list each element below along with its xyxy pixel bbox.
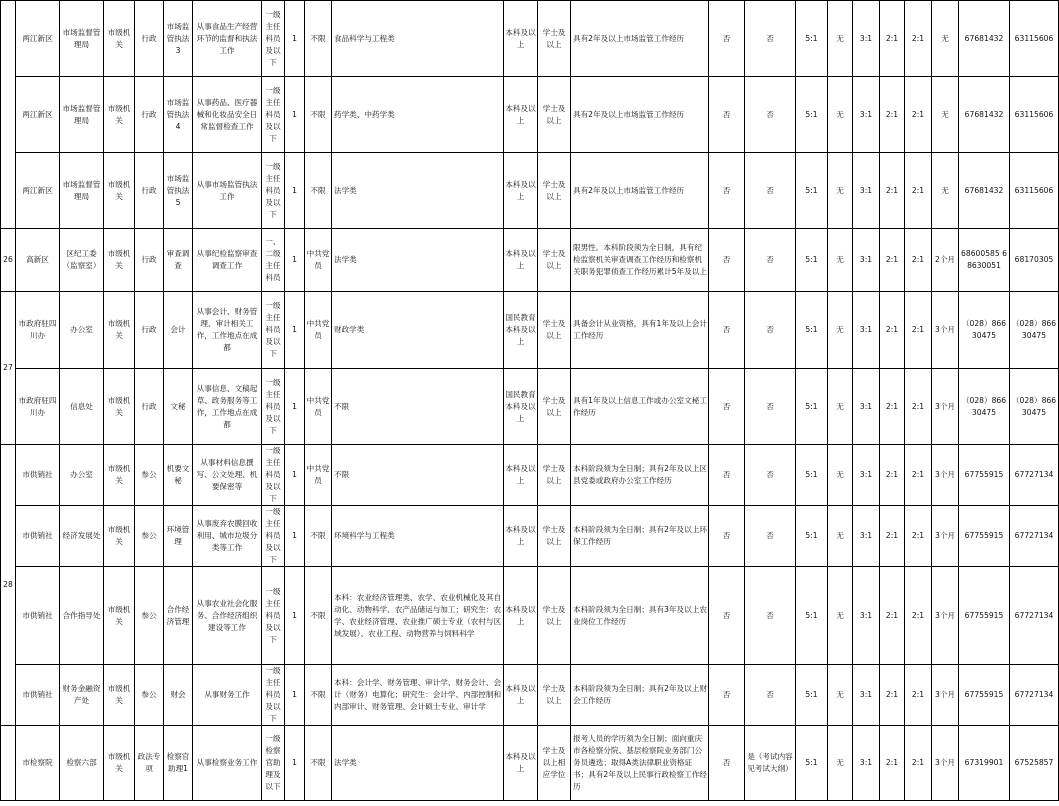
ratio-c-cell: 2:1 xyxy=(905,292,932,369)
period-cell: 3个月 xyxy=(932,506,959,567)
column-c-cell: 无 xyxy=(828,445,853,506)
position-cell: 合作经济管理 xyxy=(164,567,193,665)
ratio-a-cell: 3:1 xyxy=(853,445,880,506)
level-cell: 市级机关 xyxy=(104,369,135,445)
org-cell: 合作指导处 xyxy=(60,567,104,665)
table-row xyxy=(1,1,1059,77)
education-cell: 国民教育本科及以上 xyxy=(504,292,538,369)
column-a-cell: 否 xyxy=(709,153,745,229)
ratio-a-cell: 3:1 xyxy=(853,229,880,292)
ratio-c-cell: 2:1 xyxy=(905,369,932,445)
major-cell: 环境科学与工程类 xyxy=(332,506,504,567)
org-cell: 市场监督管理局 xyxy=(60,153,104,229)
degree-cell: 学士及以上 xyxy=(538,665,571,726)
major-cell: 食品科学与工程类 xyxy=(332,1,504,77)
requirements-cell: 报考人员的学历须为全日制；面向重庆市各检察分院、基层检察院业务部门公务员遴选；取得A类法律职业资格证书；具有2年及以上民事行政检察工作经历 xyxy=(571,726,709,801)
phone-a-cell: 67681432 xyxy=(959,153,1010,229)
count-cell: 1 xyxy=(285,1,305,77)
rank-cell: 一级检察官助理及以下 xyxy=(262,726,285,801)
rank-cell: 一级主任科员及以下 xyxy=(262,77,285,153)
column-c-cell: 无 xyxy=(828,369,853,445)
column-c-cell: 无 xyxy=(828,506,853,567)
org-cell: 信息处 xyxy=(60,369,104,445)
period-cell: 3个月 xyxy=(932,292,959,369)
org-cell: 市场监督管理局 xyxy=(60,1,104,77)
ratio-c-cell: 2:1 xyxy=(905,1,932,77)
ratio-b-cell: 2:1 xyxy=(880,445,905,506)
table-row xyxy=(1,77,1059,153)
table-row xyxy=(1,726,1059,801)
ratio-c-cell: 2:1 xyxy=(905,726,932,801)
rank-cell: 一、二级主任科员 xyxy=(262,229,285,292)
ratio-cell: 5:1 xyxy=(796,445,828,506)
phone-b-cell: 63115606 xyxy=(1010,77,1059,153)
education-cell: 本科及以上 xyxy=(504,77,538,153)
ratio-cell: 5:1 xyxy=(796,1,828,77)
politics-cell: 中共党员 xyxy=(305,369,332,445)
count-cell: 1 xyxy=(285,726,305,801)
rank-cell: 一级主任科员及以下 xyxy=(262,665,285,726)
group-number-cell: 27 xyxy=(1,292,16,445)
politics-cell: 中共党员 xyxy=(305,292,332,369)
column-a-cell: 否 xyxy=(709,445,745,506)
district-cell: 市供销社 xyxy=(16,665,60,726)
phone-a-cell: 67319901 xyxy=(959,726,1010,801)
table-row xyxy=(1,153,1059,229)
education-cell: 国民教育本科及以上 xyxy=(504,369,538,445)
politics-cell: 不限 xyxy=(305,567,332,665)
requirements-cell: 具有2年及以上市场监管工作经历 xyxy=(571,1,709,77)
ratio-cell: 5:1 xyxy=(796,506,828,567)
major-cell: 法学类 xyxy=(332,153,504,229)
table-row xyxy=(1,292,1059,369)
column-a-cell: 否 xyxy=(709,506,745,567)
org-cell: 检察六部 xyxy=(60,726,104,801)
education-cell: 本科及以上 xyxy=(504,506,538,567)
rank-cell: 一级主任科员及以下 xyxy=(262,1,285,77)
column-b-cell: 否 xyxy=(745,369,796,445)
duties-cell: 从事农业社会化服务、合作经济组织建设等工作 xyxy=(193,567,262,665)
politics-cell: 不限 xyxy=(305,665,332,726)
district-cell: 市供销社 xyxy=(16,506,60,567)
ratio-a-cell: 3:1 xyxy=(853,77,880,153)
table-body xyxy=(1,1,1059,801)
ratio-a-cell: 3:1 xyxy=(853,369,880,445)
position-cell: 文秘 xyxy=(164,369,193,445)
org-cell: 办公室 xyxy=(60,292,104,369)
requirements-cell: 本科阶段须为全日制；具有2年及以上区县党委或政府办公室工作经历 xyxy=(571,445,709,506)
education-cell: 本科及以上 xyxy=(504,445,538,506)
politics-cell: 不限 xyxy=(305,77,332,153)
ratio-b-cell: 2:1 xyxy=(880,77,905,153)
rank-cell: 一级主任科员及以下 xyxy=(262,445,285,506)
column-c-cell: 无 xyxy=(828,665,853,726)
duties-cell: 从事食品生产经营环节的监督和执法工作 xyxy=(193,1,262,77)
position-cell: 财会 xyxy=(164,665,193,726)
column-b-cell: 否 xyxy=(745,229,796,292)
phone-a-cell: （028）86630475 xyxy=(959,369,1010,445)
education-cell: 本科及以上 xyxy=(504,567,538,665)
requirements-cell: 具有2年及以上市场监管工作经历 xyxy=(571,77,709,153)
major-cell: 药学类、中药学类 xyxy=(332,77,504,153)
requirements-cell: 具有2年及以上市场监管工作经历 xyxy=(571,153,709,229)
ratio-b-cell: 2:1 xyxy=(880,506,905,567)
column-b-cell: 否 xyxy=(745,567,796,665)
district-cell: 市供销社 xyxy=(16,567,60,665)
table-row xyxy=(1,665,1059,726)
ratio-b-cell: 2:1 xyxy=(880,726,905,801)
type-cell: 行政 xyxy=(135,369,164,445)
count-cell: 1 xyxy=(285,369,305,445)
column-a-cell: 否 xyxy=(709,229,745,292)
ratio-b-cell: 2:1 xyxy=(880,665,905,726)
period-cell: 无 xyxy=(932,153,959,229)
type-cell: 参公 xyxy=(135,567,164,665)
phone-b-cell: 67727134 xyxy=(1010,445,1059,506)
major-cell: 财政学类 xyxy=(332,292,504,369)
ratio-b-cell: 2:1 xyxy=(880,567,905,665)
column-c-cell: 无 xyxy=(828,567,853,665)
level-cell: 市级机关 xyxy=(104,153,135,229)
level-cell: 市级机关 xyxy=(104,445,135,506)
count-cell: 1 xyxy=(285,506,305,567)
column-b-cell: 否 xyxy=(745,292,796,369)
level-cell: 市级机关 xyxy=(104,665,135,726)
duties-cell: 从事纪检监察审查调查工作 xyxy=(193,229,262,292)
politics-cell: 不限 xyxy=(305,1,332,77)
degree-cell: 学士及以上 xyxy=(538,77,571,153)
requirements-cell: 本科阶段须为全日制；具有2年及以上环保工作经历 xyxy=(571,506,709,567)
degree-cell: 学士及以上 xyxy=(538,445,571,506)
ratio-b-cell: 2:1 xyxy=(880,153,905,229)
education-cell: 本科及以上 xyxy=(504,665,538,726)
ratio-cell: 5:1 xyxy=(796,292,828,369)
phone-b-cell: 67727134 xyxy=(1010,665,1059,726)
degree-cell: 学士及以上 xyxy=(538,369,571,445)
position-cell: 审查调查 xyxy=(164,229,193,292)
ratio-cell: 5:1 xyxy=(796,567,828,665)
column-a-cell: 否 xyxy=(709,77,745,153)
period-cell: 无 xyxy=(932,1,959,77)
duties-cell: 从事废弃农膜回收利用、城市垃圾分类等工作 xyxy=(193,506,262,567)
column-b-cell: 否 xyxy=(745,665,796,726)
table-row xyxy=(1,369,1059,445)
ratio-c-cell: 2:1 xyxy=(905,445,932,506)
major-cell: 不限 xyxy=(332,445,504,506)
ratio-b-cell: 2:1 xyxy=(880,369,905,445)
group-number-cell: 28 xyxy=(1,445,16,726)
column-b-cell: 否 xyxy=(745,506,796,567)
phone-b-cell: 67727134 xyxy=(1010,567,1059,665)
education-cell: 本科及以上 xyxy=(504,229,538,292)
column-a-cell: 否 xyxy=(709,726,745,801)
ratio-b-cell: 2:1 xyxy=(880,229,905,292)
politics-cell: 不限 xyxy=(305,506,332,567)
org-cell: 财务金融资产处 xyxy=(60,665,104,726)
major-cell: 不限 xyxy=(332,369,504,445)
rank-cell: 一级主任科员及以下 xyxy=(262,567,285,665)
column-c-cell: 无 xyxy=(828,77,853,153)
ratio-c-cell: 2:1 xyxy=(905,665,932,726)
education-cell: 本科及以上 xyxy=(504,726,538,801)
position-cell: 市场监管执法5 xyxy=(164,153,193,229)
period-cell: 3个月 xyxy=(932,567,959,665)
org-cell: 区纪工委（监察室） xyxy=(60,229,104,292)
column-c-cell: 无 xyxy=(828,726,853,801)
level-cell: 市级机关 xyxy=(104,506,135,567)
position-cell: 机要文秘 xyxy=(164,445,193,506)
column-c-cell: 无 xyxy=(828,1,853,77)
level-cell: 市级机关 xyxy=(104,726,135,801)
type-cell: 行政 xyxy=(135,77,164,153)
table-row xyxy=(1,567,1059,665)
period-cell: 3个月 xyxy=(932,369,959,445)
phone-b-cell: 63115606 xyxy=(1010,153,1059,229)
phone-b-cell: 67525857 xyxy=(1010,726,1059,801)
position-cell: 会计 xyxy=(164,292,193,369)
requirements-cell: 具备会计从业资格，具有1年及以上会计工作经历 xyxy=(571,292,709,369)
ratio-cell: 5:1 xyxy=(796,77,828,153)
major-cell: 本科：农业经济管理类、农学、农业机械化及其自动化、动物科学、农产品储运与加工；研究生：农学、农业经济管理、农业推广硕士专业（农村与区域发展）、农业工程、动物营养与饲料科学 xyxy=(332,567,504,665)
org-cell: 市场监督管理局 xyxy=(60,77,104,153)
district-cell: 高新区 xyxy=(16,229,60,292)
level-cell: 市级机关 xyxy=(104,292,135,369)
rank-cell: 一级主任科员及以下 xyxy=(262,506,285,567)
level-cell: 市级机关 xyxy=(104,229,135,292)
column-c-cell: 无 xyxy=(828,292,853,369)
phone-a-cell: 67755915 xyxy=(959,445,1010,506)
org-cell: 经济发展处 xyxy=(60,506,104,567)
count-cell: 1 xyxy=(285,77,305,153)
district-cell: 市政府驻四川办 xyxy=(16,369,60,445)
column-a-cell: 否 xyxy=(709,665,745,726)
column-b-cell: 否 xyxy=(745,153,796,229)
major-cell: 法学类 xyxy=(332,229,504,292)
count-cell: 1 xyxy=(285,153,305,229)
degree-cell: 学士及以上 xyxy=(538,567,571,665)
requirements-cell: 具有1年及以上信息工作或办公室文秘工作经历 xyxy=(571,369,709,445)
phone-a-cell: 67755915 xyxy=(959,506,1010,567)
phone-a-cell: 67755915 xyxy=(959,567,1010,665)
phone-a-cell: （028）86630475 xyxy=(959,292,1010,369)
district-cell: 市政府驻四川办 xyxy=(16,292,60,369)
ratio-c-cell: 2:1 xyxy=(905,506,932,567)
education-cell: 本科及以上 xyxy=(504,153,538,229)
degree-cell: 学士及以上 xyxy=(538,229,571,292)
period-cell: 无 xyxy=(932,77,959,153)
rank-cell: 一级主任科员及以下 xyxy=(262,292,285,369)
group-number-cell xyxy=(1,1,16,229)
column-a-cell: 否 xyxy=(709,567,745,665)
duties-cell: 从事材料信息撰写、公文处理、机要保密等 xyxy=(193,445,262,506)
table-row xyxy=(1,506,1059,567)
type-cell: 参公 xyxy=(135,445,164,506)
level-cell: 市级机关 xyxy=(104,77,135,153)
type-cell: 参公 xyxy=(135,506,164,567)
phone-a-cell: 67681432 xyxy=(959,1,1010,77)
type-cell: 参公 xyxy=(135,665,164,726)
column-c-cell: 无 xyxy=(828,229,853,292)
phone-b-cell: （028）86630475 xyxy=(1010,292,1059,369)
degree-cell: 学士及以上 xyxy=(538,506,571,567)
period-cell: 3个月 xyxy=(932,665,959,726)
district-cell: 市检察院 xyxy=(16,726,60,801)
column-b-cell: 否 xyxy=(745,1,796,77)
phone-a-cell: 68600585 68630051 xyxy=(959,229,1010,292)
type-cell: 行政 xyxy=(135,153,164,229)
position-cell: 市场监管执法4 xyxy=(164,77,193,153)
duties-cell: 从事检察业务工作 xyxy=(193,726,262,801)
column-a-cell: 否 xyxy=(709,369,745,445)
column-a-cell: 否 xyxy=(709,1,745,77)
major-cell: 本科：会计学、财务管理、审计学、财务会计、会计（财务）电算化；研究生：会计学、内部控制和内部审计、财务管理、会计硕士专业、审计学 xyxy=(332,665,504,726)
column-c-cell: 无 xyxy=(828,153,853,229)
district-cell: 市供销社 xyxy=(16,445,60,506)
requirements-cell: 限男性。本科阶段须为全日制，具有纪检监察机关审查调查工作经历和检察机关职务犯罪侦查工作经历累计5年及以上 xyxy=(571,229,709,292)
rank-cell: 一级主任科员及以下 xyxy=(262,369,285,445)
table-row xyxy=(1,445,1059,506)
duties-cell: 从事财务工作 xyxy=(193,665,262,726)
type-cell: 政法专项 xyxy=(135,726,164,801)
requirements-cell: 本科阶段须为全日制；具有2年及以上财会工作经历 xyxy=(571,665,709,726)
rank-cell: 一级主任科员及以下 xyxy=(262,153,285,229)
count-cell: 1 xyxy=(285,567,305,665)
type-cell: 行政 xyxy=(135,292,164,369)
ratio-a-cell: 3:1 xyxy=(853,567,880,665)
ratio-cell: 5:1 xyxy=(796,726,828,801)
politics-cell: 中共党员 xyxy=(305,229,332,292)
politics-cell: 中共党员 xyxy=(305,445,332,506)
ratio-a-cell: 3:1 xyxy=(853,153,880,229)
group-number-cell: 26 xyxy=(1,229,16,292)
ratio-c-cell: 2:1 xyxy=(905,229,932,292)
position-cell: 检察官助理1 xyxy=(164,726,193,801)
phone-b-cell: 63115606 xyxy=(1010,1,1059,77)
type-cell: 行政 xyxy=(135,1,164,77)
ratio-cell: 5:1 xyxy=(796,153,828,229)
duties-cell: 从事药品、医疗器械和化妆品安全日常监督检查工作 xyxy=(193,77,262,153)
phone-a-cell: 67755915 xyxy=(959,665,1010,726)
phone-b-cell: （028）86630475 xyxy=(1010,369,1059,445)
table-row xyxy=(1,229,1059,292)
ratio-c-cell: 2:1 xyxy=(905,153,932,229)
phone-b-cell: 68170305 xyxy=(1010,229,1059,292)
ratio-cell: 5:1 xyxy=(796,229,828,292)
position-cell: 环境管理 xyxy=(164,506,193,567)
duties-cell: 从事信息、文稿起草、政务服务等工作，工作地点在成都 xyxy=(193,369,262,445)
count-cell: 1 xyxy=(285,229,305,292)
degree-cell: 学士及以上 xyxy=(538,292,571,369)
level-cell: 市级机关 xyxy=(104,567,135,665)
org-cell: 办公室 xyxy=(60,445,104,506)
ratio-a-cell: 3:1 xyxy=(853,292,880,369)
column-a-cell: 否 xyxy=(709,292,745,369)
ratio-a-cell: 3:1 xyxy=(853,506,880,567)
column-b-cell: 否 xyxy=(745,445,796,506)
ratio-b-cell: 2:1 xyxy=(880,292,905,369)
position-cell: 市场监管执法3 xyxy=(164,1,193,77)
education-cell: 本科及以上 xyxy=(504,1,538,77)
ratio-a-cell: 3:1 xyxy=(853,665,880,726)
column-b-cell: 是（考试内容见考试大纲） xyxy=(745,726,796,801)
degree-cell: 学士及以上 xyxy=(538,153,571,229)
ratio-a-cell: 3:1 xyxy=(853,1,880,77)
phone-a-cell: 67681432 xyxy=(959,77,1010,153)
duties-cell: 从事市场监管执法工作 xyxy=(193,153,262,229)
period-cell: 3个月 xyxy=(932,726,959,801)
column-b-cell: 否 xyxy=(745,77,796,153)
requirements-cell: 本科阶段须为全日制；具有3年及以上农业岗位工作经历 xyxy=(571,567,709,665)
ratio-cell: 5:1 xyxy=(796,665,828,726)
degree-cell: 学士及以上 xyxy=(538,1,571,77)
district-cell: 两江新区 xyxy=(16,153,60,229)
count-cell: 1 xyxy=(285,292,305,369)
level-cell: 市级机关 xyxy=(104,1,135,77)
district-cell: 两江新区 xyxy=(16,77,60,153)
ratio-c-cell: 2:1 xyxy=(905,567,932,665)
count-cell: 1 xyxy=(285,445,305,506)
type-cell: 行政 xyxy=(135,229,164,292)
count-cell: 1 xyxy=(285,665,305,726)
politics-cell: 不限 xyxy=(305,726,332,801)
major-cell: 法学类 xyxy=(332,726,504,801)
group-number-cell xyxy=(1,726,16,801)
ratio-cell: 5:1 xyxy=(796,369,828,445)
ratio-b-cell: 2:1 xyxy=(880,1,905,77)
politics-cell: 不限 xyxy=(305,153,332,229)
ratio-c-cell: 2:1 xyxy=(905,77,932,153)
duties-cell: 从事会计、财务管理、审计相关工作，工作地点在成都 xyxy=(193,292,262,369)
period-cell: 3个月 xyxy=(932,445,959,506)
ratio-a-cell: 3:1 xyxy=(853,726,880,801)
period-cell: 2个月 xyxy=(932,229,959,292)
district-cell: 两江新区 xyxy=(16,1,60,77)
phone-b-cell: 67727134 xyxy=(1010,506,1059,567)
degree-cell: 学士及以上相应学位 xyxy=(538,726,571,801)
